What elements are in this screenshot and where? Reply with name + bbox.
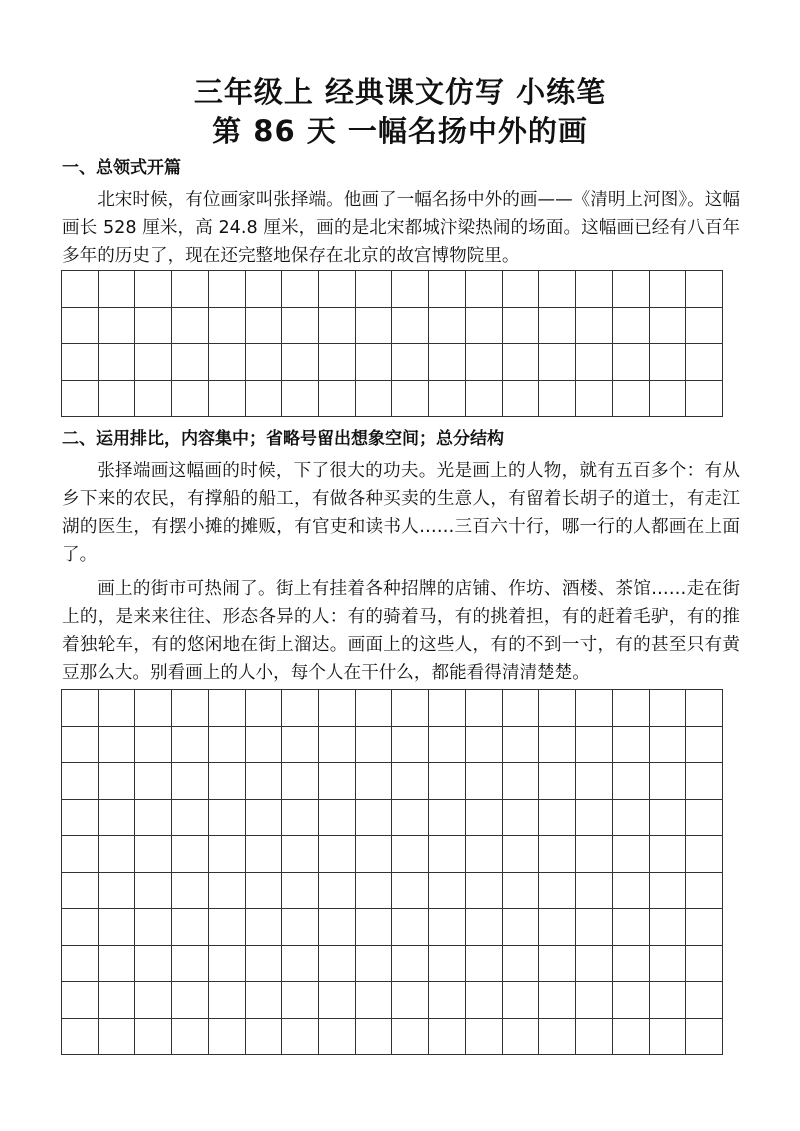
grid-cell: [356, 763, 393, 800]
grid-cell: [246, 873, 283, 910]
grid-cell: [392, 271, 429, 308]
grid-cell: [613, 946, 650, 983]
grid-cell: [172, 381, 209, 418]
grid-cell: [466, 909, 503, 946]
grid-cell: [503, 946, 540, 983]
grid-cell: [172, 271, 209, 308]
grid-cell: [576, 763, 613, 800]
grid-cell: [539, 271, 576, 308]
grid-cell: [650, 344, 687, 381]
grid-cell: [172, 1019, 209, 1056]
grid-cell: [539, 308, 576, 345]
grid-cell: [503, 308, 540, 345]
grid-cell: [576, 271, 613, 308]
grid-cell: [319, 836, 356, 873]
grid-cell: [429, 727, 466, 764]
grid-cell: [99, 690, 136, 727]
grid-cell: [246, 982, 283, 1019]
grid-cell: [209, 271, 246, 308]
grid-cell: [356, 873, 393, 910]
grid-cell: [246, 836, 283, 873]
grid-cell: [539, 690, 576, 727]
section-2-heading: 二、运用排比，内容集中；省略号留出想象空间；总分结构: [62, 429, 504, 449]
grid-cell: [62, 344, 99, 381]
grid-cell: [62, 271, 99, 308]
grid-cell: [246, 271, 283, 308]
grid-cell: [392, 1019, 429, 1056]
grid-cell: [576, 690, 613, 727]
grid-cell: [319, 344, 356, 381]
grid-cell: [172, 946, 209, 983]
grid-cell: [209, 982, 246, 1019]
grid-cell: [319, 946, 356, 983]
grid-cell: [539, 381, 576, 418]
grid-cell: [356, 946, 393, 983]
grid-cell: [62, 946, 99, 983]
grid-cell: [686, 308, 723, 345]
grid-cell: [282, 1019, 319, 1056]
grid-cell: [319, 727, 356, 764]
grid-cell: [686, 946, 723, 983]
grid-cell: [613, 727, 650, 764]
grid-cell: [429, 982, 466, 1019]
grid-cell: [650, 982, 687, 1019]
grid-cell: [503, 836, 540, 873]
grid-cell: [282, 763, 319, 800]
grid-cell: [466, 308, 503, 345]
grid-cell: [686, 271, 723, 308]
grid-cell: [172, 763, 209, 800]
grid-cell: [503, 800, 540, 837]
grid-cell: [503, 982, 540, 1019]
grid-cell: [172, 800, 209, 837]
grid-cell: [686, 1019, 723, 1056]
grid-cell: [62, 836, 99, 873]
grid-cell: [466, 946, 503, 983]
grid-cell: [503, 271, 540, 308]
grid-cell: [62, 800, 99, 837]
grid-cell: [62, 982, 99, 1019]
grid-cell: [282, 909, 319, 946]
grid-cell: [319, 1019, 356, 1056]
grid-cell: [503, 690, 540, 727]
grid-cell: [576, 982, 613, 1019]
grid-cell: [99, 308, 136, 345]
grid-cell: [99, 271, 136, 308]
grid-cell: [686, 727, 723, 764]
grid-cell: [246, 690, 283, 727]
grid-cell: [613, 982, 650, 1019]
grid-cell: [319, 909, 356, 946]
grid-cell: [246, 1019, 283, 1056]
grid-cell: [209, 344, 246, 381]
grid-cell: [576, 344, 613, 381]
grid-cell: [319, 763, 356, 800]
grid-cell: [429, 1019, 466, 1056]
grid-cell: [650, 836, 687, 873]
grid-cell: [99, 763, 136, 800]
grid-cell: [503, 909, 540, 946]
grid-cell: [650, 873, 687, 910]
grid-cell: [650, 690, 687, 727]
grid-cell: [503, 763, 540, 800]
grid-cell: [539, 873, 576, 910]
grid-cell: [686, 873, 723, 910]
grid-cell: [282, 836, 319, 873]
grid-cell: [392, 946, 429, 983]
grid-cell: [686, 836, 723, 873]
grid-cell: [503, 381, 540, 418]
grid-cell: [356, 909, 393, 946]
grid-cell: [466, 873, 503, 910]
grid-cell: [539, 800, 576, 837]
grid-cell: [613, 344, 650, 381]
grid-cell: [392, 873, 429, 910]
grid-cell: [392, 344, 429, 381]
grid-cell: [62, 1019, 99, 1056]
grid-cell: [135, 873, 172, 910]
grid-cell: [62, 308, 99, 345]
grid-cell: [246, 381, 283, 418]
grid-cell: [246, 308, 283, 345]
grid-cell: [135, 909, 172, 946]
grid-cell: [99, 909, 136, 946]
grid-cell: [99, 982, 136, 1019]
grid-cell: [282, 344, 319, 381]
grid-cell: [466, 982, 503, 1019]
grid-cell: [466, 763, 503, 800]
grid-cell: [613, 909, 650, 946]
grid-cell: [356, 727, 393, 764]
grid-cell: [686, 690, 723, 727]
grid-cell: [135, 344, 172, 381]
grid-cell: [62, 873, 99, 910]
grid-cell: [503, 1019, 540, 1056]
grid-cell: [650, 308, 687, 345]
grid-cell: [356, 381, 393, 418]
grid-cell: [466, 800, 503, 837]
grid-cell: [356, 800, 393, 837]
grid-cell: [209, 800, 246, 837]
grid-cell: [209, 381, 246, 418]
grid-cell: [576, 800, 613, 837]
grid-cell: [356, 982, 393, 1019]
grid-cell: [686, 381, 723, 418]
grid-cell: [135, 800, 172, 837]
grid-cell: [135, 381, 172, 418]
grid-cell: [356, 836, 393, 873]
page-subtitle: 第 86 天 一幅名扬中外的画: [212, 114, 588, 148]
grid-cell: [135, 727, 172, 764]
grid-cell: [319, 271, 356, 308]
grid-cell: [172, 909, 209, 946]
grid-cell: [650, 909, 687, 946]
grid-cell: [62, 381, 99, 418]
grid-cell: [429, 271, 466, 308]
grid-cell: [172, 873, 209, 910]
grid-cell: [282, 381, 319, 418]
grid-cell: [686, 800, 723, 837]
grid-cell: [650, 271, 687, 308]
grid-cell: [576, 1019, 613, 1056]
grid-cell: [576, 836, 613, 873]
grid-cell: [503, 873, 540, 910]
grid-cell: [429, 836, 466, 873]
grid-cell: [392, 800, 429, 837]
grid-cell: [282, 690, 319, 727]
grid-cell: [356, 344, 393, 381]
grid-cell: [282, 271, 319, 308]
grid-cell: [466, 1019, 503, 1056]
grid-cell: [539, 727, 576, 764]
section-2-paragraph-1: 张择端画这幅画的时候，下了很大的功夫。光是画上的人物，就有五百多个：有从乡下来的农民，有撑船的船工，有做各种买卖的生意人，有留着长胡子的道士，有走江湖的医生，有摆小摊的摊贩，有官吏和读书人……三百六十行，哪一行的人都画在上面了。: [62, 461, 740, 565]
grid-cell: [429, 308, 466, 345]
grid-cell: [392, 909, 429, 946]
grid-cell: [62, 909, 99, 946]
grid-cell: [392, 381, 429, 418]
grid-cell: [466, 727, 503, 764]
grid-cell: [172, 308, 209, 345]
grid-cell: [686, 909, 723, 946]
grid-cell: [319, 381, 356, 418]
grid-cell: [613, 308, 650, 345]
section-2-paragraph-2: 画上的街市可热闹了。街上有挂着各种招牌的店铺、作坊、酒楼、茶馆……走在街上的，是来来往往、形态各异的人：有的骑着马，有的挑着担，有的赶着毛驴，有的推着独轮车，有的悠闲地在街上溜达。画面上的这些人，有的不到一寸，有的甚至只有黄豆那么大。别看画上的人小，每个人在干什么，都能看得清清楚楚。: [62, 579, 740, 683]
grid-cell: [209, 873, 246, 910]
grid-cell: [246, 763, 283, 800]
grid-cell: [135, 690, 172, 727]
grid-cell: [172, 982, 209, 1019]
grid-cell: [62, 690, 99, 727]
section-1-paragraph: 北宋时候，有位画家叫张择端。他画了一幅名扬中外的画——《清明上河图》。这幅画长 528 厘米，高 24.8 厘米，画的是北宋都城汴梁热闹的场面。这幅画已经有八百年多年的历史了，现在还完整地保存在北京的故宫博物院里。: [62, 190, 740, 266]
grid-cell: [539, 909, 576, 946]
grid-cell: [319, 873, 356, 910]
grid-cell: [539, 982, 576, 1019]
grid-cell: [503, 727, 540, 764]
grid-cell: [429, 873, 466, 910]
grid-cell: [576, 381, 613, 418]
grid-cell: [319, 982, 356, 1019]
grid-cell: [466, 344, 503, 381]
grid-cell: [613, 1019, 650, 1056]
grid-cell: [650, 800, 687, 837]
grid-cell: [613, 836, 650, 873]
grid-cell: [282, 873, 319, 910]
grid-cell: [135, 1019, 172, 1056]
grid-cell: [99, 800, 136, 837]
grid-cell: [429, 381, 466, 418]
grid-cell: [576, 308, 613, 345]
grid-cell: [209, 1019, 246, 1056]
writing-grid-1: [61, 270, 723, 417]
grid-cell: [209, 727, 246, 764]
grid-cell: [62, 727, 99, 764]
grid-cell: [539, 946, 576, 983]
grid-cell: [209, 836, 246, 873]
grid-cell: [686, 763, 723, 800]
grid-cell: [246, 909, 283, 946]
page-title: 三年级上 经典课文仿写 小练笔: [193, 75, 607, 109]
grid-cell: [650, 381, 687, 418]
grid-cell: [209, 763, 246, 800]
grid-cell: [686, 982, 723, 1019]
grid-cell: [172, 836, 209, 873]
grid-cell: [429, 800, 466, 837]
grid-cell: [282, 946, 319, 983]
grid-cell: [686, 344, 723, 381]
grid-cell: [99, 836, 136, 873]
writing-grid-2: [61, 689, 723, 1055]
grid-cell: [209, 946, 246, 983]
grid-cell: [613, 381, 650, 418]
grid-cell: [466, 836, 503, 873]
grid-cell: [172, 727, 209, 764]
grid-cell: [650, 727, 687, 764]
grid-cell: [392, 982, 429, 1019]
grid-cell: [539, 763, 576, 800]
grid-cell: [576, 909, 613, 946]
grid-cell: [135, 763, 172, 800]
grid-cell: [356, 1019, 393, 1056]
grid-cell: [282, 800, 319, 837]
grid-cell: [613, 690, 650, 727]
grid-cell: [429, 344, 466, 381]
grid-cell: [466, 271, 503, 308]
grid-cell: [135, 271, 172, 308]
grid-cell: [319, 308, 356, 345]
grid-cell: [99, 946, 136, 983]
grid-cell: [613, 800, 650, 837]
grid-cell: [99, 344, 136, 381]
grid-cell: [650, 1019, 687, 1056]
grid-cell: [209, 690, 246, 727]
section-1-heading: 一、总领式开篇: [62, 158, 181, 178]
grid-cell: [429, 946, 466, 983]
grid-cell: [539, 836, 576, 873]
grid-cell: [392, 836, 429, 873]
grid-cell: [246, 344, 283, 381]
grid-cell: [62, 763, 99, 800]
grid-cell: [172, 344, 209, 381]
grid-cell: [356, 271, 393, 308]
grid-cell: [466, 690, 503, 727]
grid-cell: [246, 727, 283, 764]
grid-cell: [99, 381, 136, 418]
grid-cell: [650, 763, 687, 800]
grid-cell: [99, 1019, 136, 1056]
grid-cell: [135, 982, 172, 1019]
grid-cell: [172, 690, 209, 727]
grid-cell: [135, 946, 172, 983]
grid-cell: [392, 308, 429, 345]
grid-cell: [282, 982, 319, 1019]
grid-cell: [319, 690, 356, 727]
grid-cell: [392, 763, 429, 800]
grid-cell: [503, 344, 540, 381]
grid-cell: [392, 690, 429, 727]
grid-cell: [429, 909, 466, 946]
grid-cell: [209, 909, 246, 946]
grid-cell: [466, 381, 503, 418]
grid-cell: [282, 308, 319, 345]
grid-cell: [539, 344, 576, 381]
grid-cell: [613, 873, 650, 910]
grid-cell: [613, 763, 650, 800]
grid-cell: [209, 308, 246, 345]
grid-cell: [356, 690, 393, 727]
grid-cell: [135, 308, 172, 345]
grid-cell: [576, 727, 613, 764]
grid-cell: [429, 690, 466, 727]
grid-cell: [319, 800, 356, 837]
grid-cell: [576, 873, 613, 910]
grid-cell: [99, 873, 136, 910]
grid-cell: [539, 1019, 576, 1056]
grid-cell: [429, 763, 466, 800]
grid-cell: [576, 946, 613, 983]
grid-cell: [282, 727, 319, 764]
grid-cell: [650, 946, 687, 983]
grid-cell: [135, 836, 172, 873]
grid-cell: [392, 727, 429, 764]
grid-cell: [99, 727, 136, 764]
grid-cell: [246, 946, 283, 983]
grid-cell: [613, 271, 650, 308]
grid-cell: [356, 308, 393, 345]
grid-cell: [246, 800, 283, 837]
